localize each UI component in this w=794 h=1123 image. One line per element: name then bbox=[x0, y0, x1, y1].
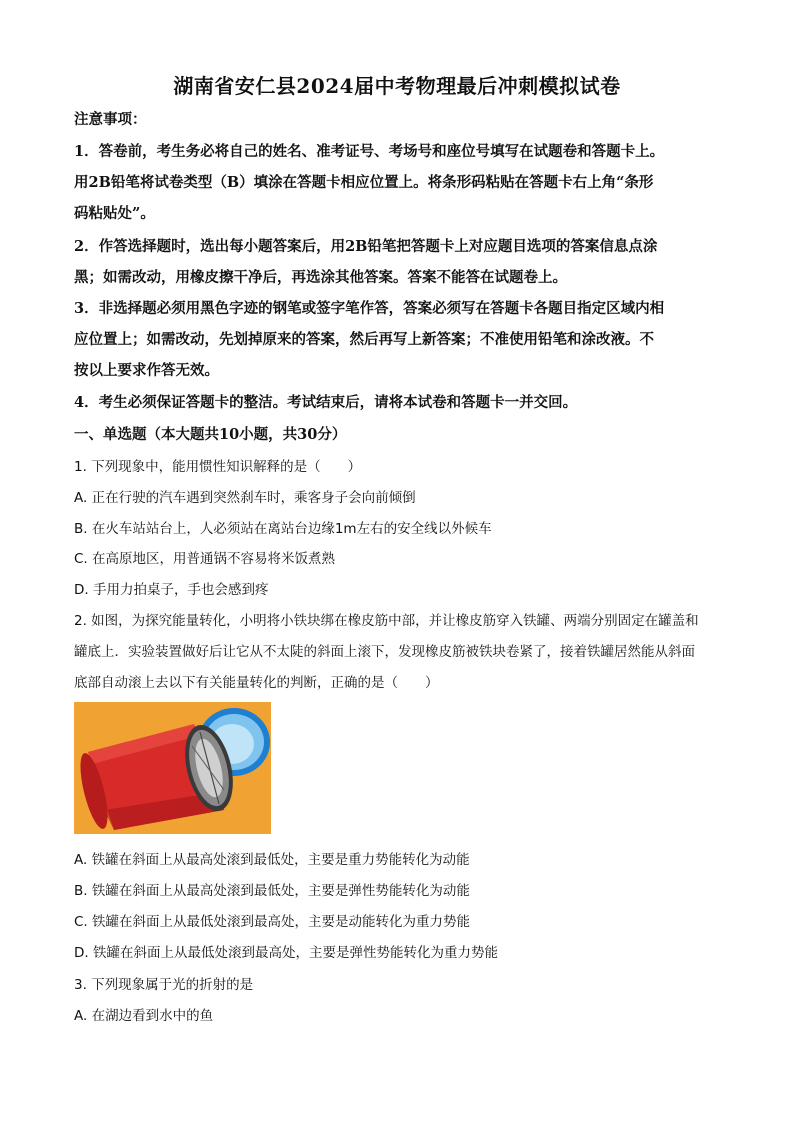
notice-item-3-line-2: 应位置上；如需改动，先划掉原来的答案，然后再写上新答案；不准使用铅笔和涂改液。不 bbox=[74, 331, 654, 348]
question-2-option-c: C. 铁罐在斜面上从最低处滚到最高处，主要是动能转化为重力势能 bbox=[74, 914, 471, 930]
exam-title: 湖南省安仁县2024届中考物理最后冲刺模拟试卷 bbox=[173, 74, 621, 98]
notice-heading: 注意事项： bbox=[74, 111, 147, 128]
question-1-option-c: C. 在高原地区，用普通锅不容易将米饭煮熟 bbox=[74, 551, 336, 567]
question-2-option-a: A. 铁罐在斜面上从最高处滚到最低处，主要是重力势能转化为动能 bbox=[74, 852, 470, 868]
question-3-stem: 3. 下列现象属于光的折射的是 bbox=[74, 977, 254, 993]
question-3-option-a: A. 在湖边看到水中的鱼 bbox=[74, 1008, 214, 1024]
question-1-stem: 1. 下列现象中，能用惯性知识解释的是（ ） bbox=[74, 459, 362, 475]
question-2-stem-line-1: 2. 如图，为探究能量转化，小明将小铁块绑在橡皮筋中部，并让橡皮筋穿入铁罐、两端分别固定在罐盖和 bbox=[74, 613, 699, 629]
notice-item-2-line-1: 2．作答选择题时，选出每小题答案后，用2B铅笔把答题卡上对应题目选项的答案信息点涂 bbox=[74, 238, 658, 255]
notice-item-4-line-1: 4．考生必须保证答题卡的整洁。考试结束后，请将本试卷和答题卡一并交回。 bbox=[74, 394, 578, 411]
question-2-stem-line-2: 罐底上．实验装置做好后让它从不太陡的斜面上滚下，发现橡皮筋被铁块卷紧了，接着铁罐居然能从斜面 bbox=[74, 644, 695, 660]
question-1-option-a: A. 正在行驶的汽车遇到突然刹车时，乘客身子会向前倾倒 bbox=[74, 490, 416, 506]
notice-item-1-line-3: 码粘贴处”。 bbox=[74, 205, 155, 222]
iron-can-photo bbox=[74, 702, 271, 834]
notice-item-3-line-3: 按以上要求作答无效。 bbox=[74, 362, 219, 379]
question-1-option-d: D. 手用力拍桌子，手也会感到疼 bbox=[74, 582, 269, 598]
notice-item-2-line-2: 黑；如需改动，用橡皮擦干净后，再选涂其他答案。答案不能答在试题卷上。 bbox=[74, 269, 567, 286]
question-2-stem-line-3: 底部自动滚上去以下有关能量转化的判断，正确的是（ ） bbox=[74, 675, 439, 691]
question-2-option-d: D. 铁罐在斜面上从最低处滚到最高处，主要是弹性势能转化为重力势能 bbox=[74, 945, 498, 961]
question-1-option-b: B. 在火车站站台上，人必须站在离站台边缘1m左右的安全线以外候车 bbox=[74, 521, 492, 537]
section-1-heading: 一、单选题（本大题共10小题，共30分） bbox=[74, 426, 347, 443]
question-2-option-b: B. 铁罐在斜面上从最高处滚到最低处，主要是弹性势能转化为动能 bbox=[74, 883, 470, 899]
iron-can-illustration bbox=[74, 702, 271, 834]
notice-item-3-line-1: 3．非选择题必须用黑色字迹的钢笔或签字笔作答，答案必须写在答题卡各题目指定区域内相 bbox=[74, 300, 665, 317]
notice-item-1-line-2: 用2B铅笔将试卷类型（B）填涂在答题卡相应位置上。将条形码粘贴在答题卡右上角“条形 bbox=[74, 174, 654, 191]
notice-item-1-line-1: 1．答卷前，考生务必将自己的姓名、准考证号、考场号和座位号填写在试题卷和答题卡上。 bbox=[74, 143, 665, 160]
